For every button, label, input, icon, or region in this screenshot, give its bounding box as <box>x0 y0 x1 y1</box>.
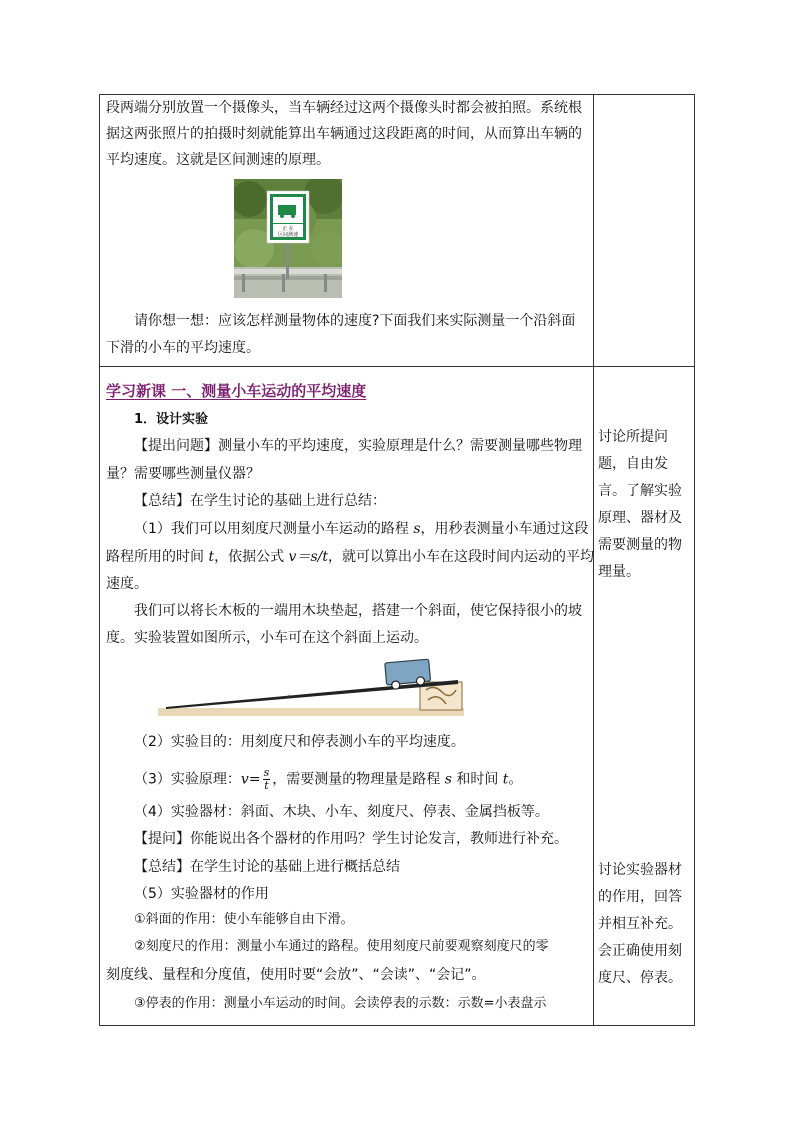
paragraph-line: 量？需要哪些测量仪器？ <box>106 466 260 482</box>
paragraph-line <box>134 857 400 877</box>
tag-summary: 【总结】 <box>134 493 190 509</box>
sign-text-line1: 正 在 <box>282 226 294 232</box>
side-note-line: 言。了解实验 <box>598 483 682 499</box>
paragraph-line: 据这两张照片的拍摄时刻就能算出车辆通过这段距离的时间，从而算出车辆的 <box>106 126 582 142</box>
side-note-line: 会正确使用刻 <box>598 943 682 959</box>
var-s: s <box>413 521 421 537</box>
side-note-line: 原理、器材及 <box>598 510 682 526</box>
side-note-line: 需要测量的物 <box>598 537 682 553</box>
formula-inline: v＝s/t <box>288 549 328 565</box>
text-run: ，就可以算出小车在这段时间内运动的平均 <box>327 549 594 565</box>
paragraph-line: （5）实验器材的作用 <box>134 886 269 902</box>
paragraph-line: ①斜面的作用：使小车能够自由下滑。 <box>134 912 354 927</box>
equals-sign: = <box>248 771 261 788</box>
fraction-numerator: s <box>263 766 270 779</box>
text-run: ，用秒表测量小车通过这段 <box>420 521 589 537</box>
text-run: ，依据公式 <box>214 549 289 565</box>
paragraph-line <box>134 767 522 792</box>
summary-text: 在学生讨论的基础上进行总结： <box>190 493 386 509</box>
paragraph-line: 我们可以将长木板的一端用木块垫起，搭建一个斜面，使它保持很小的坡 <box>134 603 582 619</box>
text-run: ，需要测量的物理量是路程 <box>272 771 445 788</box>
var-t: t <box>502 771 509 788</box>
incline-diagram-graphic <box>158 656 466 718</box>
tag-ask: 【提问】 <box>134 831 190 847</box>
side-note-2 <box>598 857 682 992</box>
paragraph-line <box>134 491 386 511</box>
paragraph-line: ②刻度尺的作用：测量小车通过的路程。使用刻度尺前要观察刻度尺的零 <box>134 939 549 954</box>
ask-text: 你能说出各个器材的作用吗？学生讨论发言，教师进行补充。 <box>190 831 568 847</box>
paragraph-line: 度。实验装置如图所示，小车可在这个斜面上运动。 <box>106 630 428 646</box>
side-note-line: 理量。 <box>598 564 640 580</box>
table-border-right <box>694 94 695 1026</box>
paragraph-line <box>106 547 594 567</box>
question-text: 测量小车的平均速度，实验原理是什么？需要测量哪些物理 <box>218 438 582 454</box>
table-border-left <box>99 94 100 1026</box>
text-run: （3）实验原理： <box>134 771 241 788</box>
var-v: v <box>240 771 249 788</box>
paragraph-line: （4）实验器材：斜面、木块、小车、刻度尺、停表、金属挡板等。 <box>134 804 549 820</box>
text-run: 路程所用的时间 <box>106 549 209 565</box>
paragraph-line: （2）实验目的：用刻度尺和停表测小车的平均速度。 <box>134 734 465 750</box>
paragraph-line: ③停表的作用：测量小车运动的时间。会读停表的示数：示数=小表盘示 <box>134 996 547 1011</box>
side-note-line: 讨论所提问 <box>598 429 668 445</box>
fraction-s-over-t <box>263 767 271 792</box>
side-note-1 <box>598 424 682 586</box>
fraction-denominator: t <box>264 779 269 792</box>
paragraph-line: 速度。 <box>106 576 148 592</box>
tag-question: 【提出问题】 <box>134 438 218 454</box>
paragraph-line <box>134 829 568 849</box>
paragraph-line: 刻度线、量程和分度值，使用时要“会放”、“会读”、“会记”。 <box>106 967 486 983</box>
sign-photo-graphic <box>234 179 342 298</box>
sign-text-line2: 区间测速 <box>277 232 299 238</box>
paragraph-line: 段两端分别放置一个摄像头，当车辆经过这两个摄像头时都会被拍照。系统根 <box>106 100 582 116</box>
paragraph-line: 下滑的小车的平均速度。 <box>106 340 260 356</box>
side-note-line: 并相互补充。 <box>598 916 682 932</box>
summary-text: 在学生讨论的基础上进行概括总结 <box>190 859 400 875</box>
table-border-middle <box>99 366 695 367</box>
text-run: （1）我们可以用刻度尺测量小车运动的路程 <box>134 521 414 537</box>
var-t: t <box>208 549 215 565</box>
paragraph-line: 请你想一想：应该怎样测量物体的速度?下面我们来实际测量一个沿斜面 <box>134 313 576 329</box>
text-run: 。 <box>508 771 523 788</box>
side-note-line: 度尺、停表。 <box>598 970 682 986</box>
table-border-bottom <box>99 1025 695 1026</box>
text-run: 和时间 <box>451 771 503 788</box>
section-title: 学习新课 一、测量小车运动的平均速度 <box>106 382 367 400</box>
paragraph-line <box>134 436 582 456</box>
subsection-heading: 1．设计实验 <box>134 412 209 427</box>
side-note-line: 讨论实验器材 <box>598 862 682 878</box>
side-note-line: 题，自由发 <box>598 456 668 472</box>
paragraph-line: 平均速度。这就是区间测速的原理。 <box>106 152 330 168</box>
var-s: s <box>444 771 452 788</box>
paragraph-line <box>134 519 589 539</box>
incline-diagram <box>158 656 466 718</box>
sign-photo <box>234 179 342 298</box>
side-note-line: 的作用，回答 <box>598 889 682 905</box>
tag-summary: 【总结】 <box>134 859 190 875</box>
table-border-top <box>99 94 695 95</box>
